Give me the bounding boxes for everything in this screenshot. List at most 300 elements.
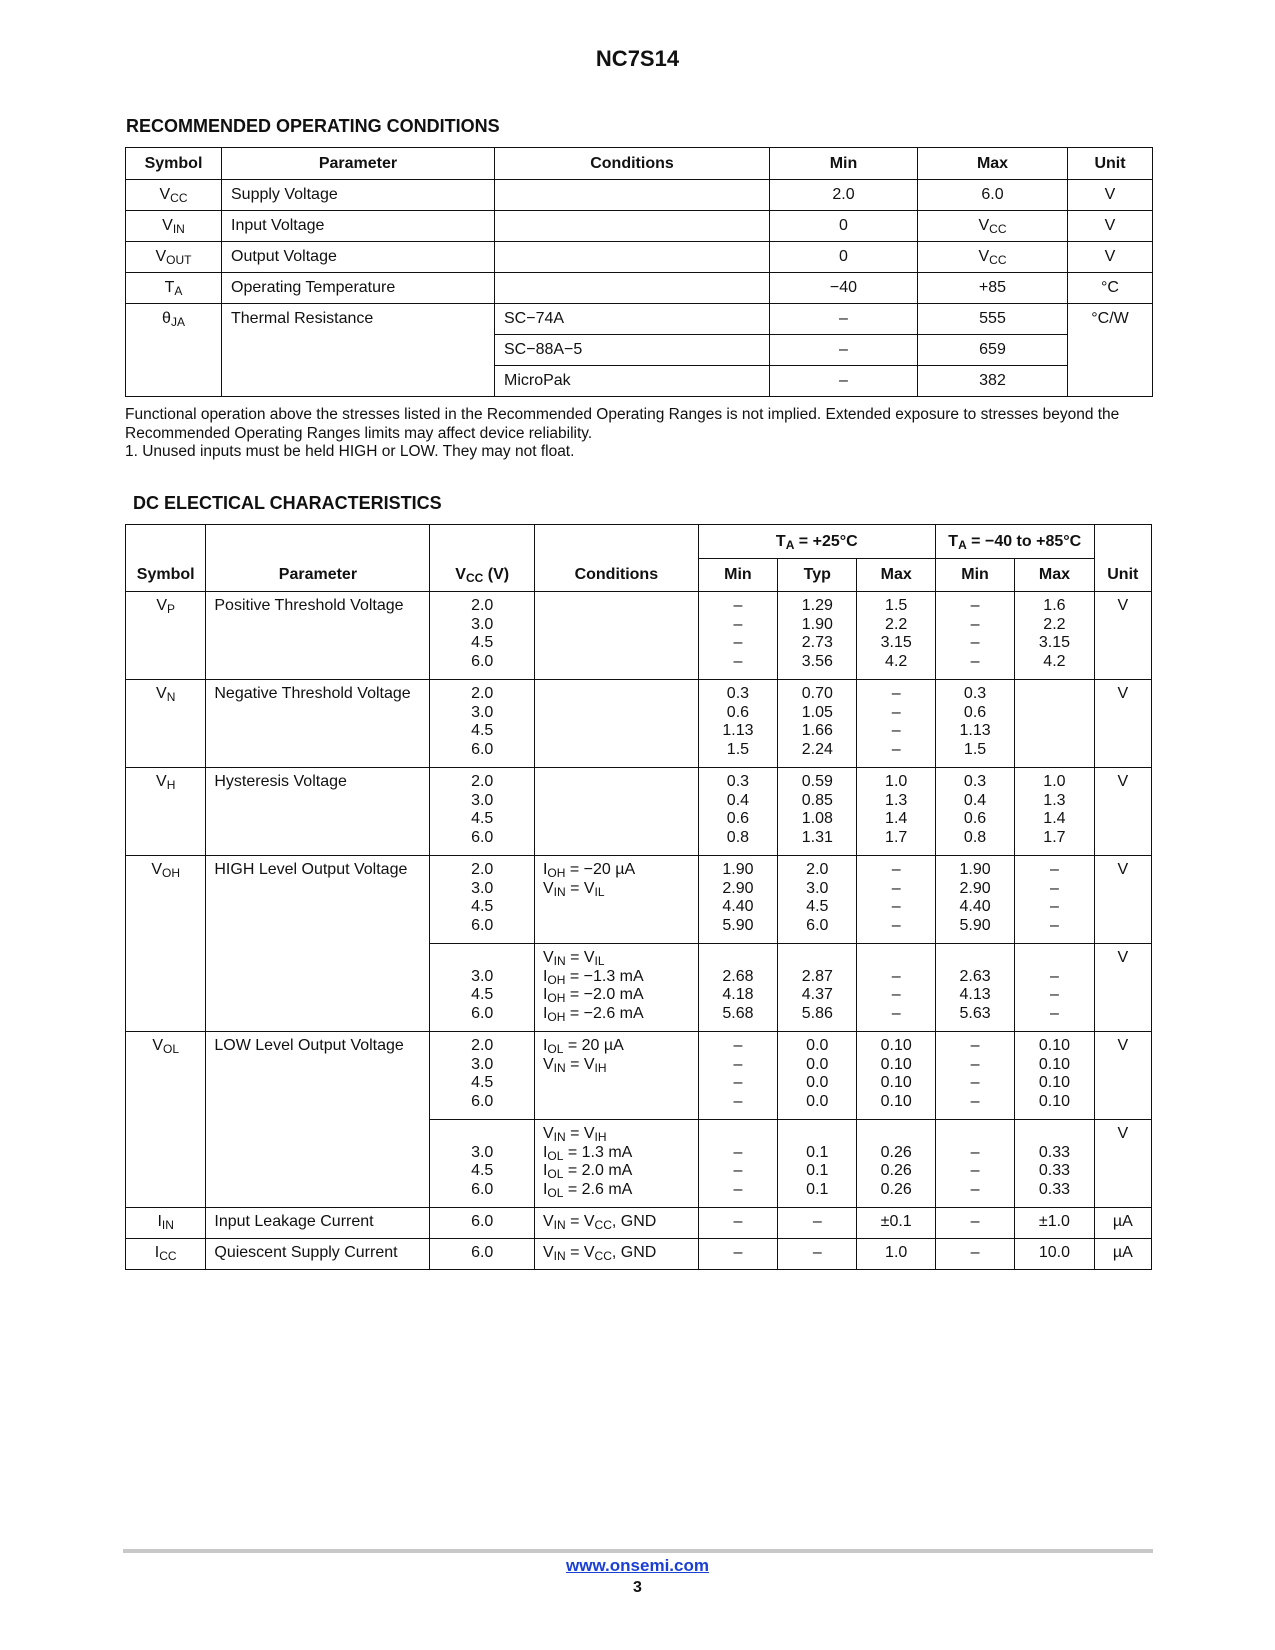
value-line: 4.5 bbox=[471, 1074, 494, 1091]
unit-cell: °C bbox=[1068, 273, 1153, 304]
typ-cell bbox=[778, 944, 857, 1032]
value-line: 4.40 bbox=[959, 898, 991, 915]
unit-cell: V bbox=[1094, 680, 1151, 768]
condition-line: $V_{IN} = V_{IL}$ bbox=[542, 879, 605, 899]
max2-cell bbox=[1015, 680, 1094, 768]
value-line: 0.3 bbox=[963, 685, 987, 702]
symbol-cell: $V_N$ bbox=[126, 680, 206, 768]
value-line: 2.68 bbox=[722, 967, 754, 985]
max2-cell bbox=[1015, 592, 1094, 680]
symbol-cell: $V_{OL}$ bbox=[126, 1032, 206, 1208]
spacer-line bbox=[857, 1125, 934, 1144]
conditions-cell: SC−74A bbox=[495, 304, 770, 335]
min-cell bbox=[698, 592, 777, 680]
value-line: 2.0 bbox=[471, 773, 494, 790]
value-line: 4.5 bbox=[471, 722, 494, 739]
table-row bbox=[126, 304, 1153, 335]
value-line: 0.26 bbox=[880, 1143, 912, 1161]
max-cell: 555 bbox=[918, 304, 1068, 335]
value-line: 5.90 bbox=[722, 916, 754, 934]
roc-col-header: Max bbox=[918, 148, 1068, 180]
unit-cell: °C/W bbox=[1068, 304, 1153, 397]
dc-col-ta25: $T_A = +25^\circ C$ bbox=[698, 525, 935, 559]
value-line: 1.3 bbox=[1043, 791, 1066, 809]
value-line: 1.0 bbox=[1043, 773, 1066, 790]
value-line: 1.13 bbox=[959, 722, 991, 739]
spacer-line bbox=[936, 949, 1014, 968]
value-line: 0.0 bbox=[806, 1037, 829, 1054]
max-cell bbox=[857, 592, 935, 680]
value-line: 0.10 bbox=[1038, 1055, 1070, 1073]
unit-cell: V bbox=[1068, 211, 1153, 242]
value-line: – bbox=[733, 1074, 743, 1091]
condition-line: $I_{OH} = -20$ µA bbox=[542, 861, 636, 880]
value-line: 2.73 bbox=[801, 634, 833, 651]
max2-cell bbox=[1015, 768, 1094, 856]
value-line: 0.10 bbox=[1038, 1037, 1070, 1054]
value-line: – bbox=[733, 1092, 743, 1110]
min-cell bbox=[698, 856, 777, 944]
value-line: – bbox=[891, 986, 901, 1003]
unit-cell: V bbox=[1094, 1120, 1151, 1208]
conditions-cell bbox=[534, 1120, 698, 1208]
value-line: 0.8 bbox=[963, 828, 987, 846]
parameter-cell: Positive Threshold Voltage bbox=[206, 592, 430, 680]
value-line: 0.3 bbox=[726, 773, 750, 790]
dc-col-vcc: $V_{CC}$ (V) bbox=[430, 525, 535, 592]
value-line: 6.0 bbox=[471, 740, 494, 758]
value-line: 2.0 bbox=[471, 685, 494, 702]
parameter-cell: Quiescent Supply Current bbox=[206, 1239, 430, 1270]
unit-cell: V bbox=[1068, 242, 1153, 273]
roc-col-header: Conditions bbox=[495, 148, 770, 180]
value-line: – bbox=[733, 634, 743, 651]
value-line: 0.3 bbox=[963, 773, 987, 790]
value-line: 2.90 bbox=[722, 879, 754, 897]
table-row bbox=[126, 856, 1152, 944]
value-line: 0.0 bbox=[806, 1092, 829, 1110]
min2-cell bbox=[935, 1032, 1014, 1120]
value-line: 1.13 bbox=[722, 722, 754, 739]
value-line: 2.90 bbox=[959, 879, 991, 897]
conditions-cell: MicroPak bbox=[495, 366, 770, 397]
value-line: – bbox=[733, 615, 743, 633]
parameter-cell: HIGH Level Output Voltage bbox=[206, 856, 430, 1032]
conditions-cell bbox=[534, 768, 698, 856]
value-line: 1.29 bbox=[801, 597, 833, 614]
value-line: – bbox=[1049, 967, 1059, 985]
typ-cell bbox=[778, 1120, 857, 1208]
spacer-line bbox=[699, 949, 777, 968]
value-line: 0.4 bbox=[963, 791, 987, 809]
max2-cell bbox=[1015, 1032, 1094, 1120]
condition-line: $V_{IN} = V_{IH}$ bbox=[542, 1125, 607, 1144]
dc-col-min: Min bbox=[698, 559, 777, 592]
min2-cell: – bbox=[935, 1208, 1014, 1239]
table-row bbox=[126, 1208, 1152, 1239]
table-row bbox=[126, 592, 1152, 680]
max-cell bbox=[857, 856, 935, 944]
max-cell: 1.0 bbox=[857, 1239, 935, 1270]
condition-line: $I_{OL} = 20$ µA bbox=[542, 1037, 624, 1056]
value-line: 0.10 bbox=[880, 1037, 912, 1054]
value-line: 5.68 bbox=[722, 1004, 754, 1022]
value-line: 2.87 bbox=[801, 967, 833, 985]
value-line: 0.26 bbox=[880, 1180, 912, 1198]
value-line: – bbox=[1049, 861, 1059, 878]
max-cell: ±0.1 bbox=[857, 1208, 935, 1239]
value-line: – bbox=[733, 652, 743, 670]
conditions-cell bbox=[534, 592, 698, 680]
vcc-cell bbox=[430, 592, 535, 680]
value-line: – bbox=[891, 879, 901, 897]
value-line: 0.33 bbox=[1038, 1143, 1070, 1161]
spacer-line bbox=[857, 949, 934, 968]
value-line: – bbox=[970, 1162, 980, 1179]
condition-line: $I_{OL} = 2.6$ mA bbox=[542, 1180, 633, 1200]
value-line: – bbox=[891, 740, 901, 758]
conditions-cell bbox=[495, 211, 770, 242]
value-line: – bbox=[891, 722, 901, 739]
condition-line: $I_{OH} = -2.6$ mA bbox=[542, 1004, 644, 1024]
value-line: – bbox=[733, 1180, 743, 1198]
value-line: – bbox=[891, 916, 901, 934]
conditions-cell bbox=[495, 273, 770, 304]
max-cell bbox=[857, 1120, 935, 1208]
max-cell bbox=[857, 944, 935, 1032]
symbol-cell: $V_{IN}$ bbox=[126, 211, 222, 242]
value-line: 1.31 bbox=[801, 828, 833, 846]
parameter-cell: Hysteresis Voltage bbox=[206, 768, 430, 856]
value-line: 4.5 bbox=[471, 810, 494, 827]
min-cell: – bbox=[698, 1239, 777, 1270]
conditions-cell bbox=[534, 944, 698, 1032]
symbol-cell: $T_A$ bbox=[126, 273, 222, 304]
value-line: 4.2 bbox=[885, 652, 908, 670]
spacer-line bbox=[699, 1125, 777, 1144]
dc-col-min2: Min bbox=[935, 559, 1014, 592]
dc-col-typ: Typ bbox=[778, 559, 857, 592]
unit-cell: µA bbox=[1094, 1239, 1151, 1270]
dc-col-ta-ext: $T_A = -40$ to +85°C bbox=[935, 525, 1094, 559]
min-cell bbox=[698, 680, 777, 768]
dc-table bbox=[125, 524, 1152, 1270]
value-line: 4.5 bbox=[471, 986, 494, 1003]
value-line: 1.90 bbox=[801, 615, 833, 633]
value-line: – bbox=[970, 1092, 980, 1110]
parameter-cell: Operating Temperature bbox=[222, 273, 495, 304]
max-cell bbox=[857, 680, 935, 768]
conditions-cell bbox=[534, 680, 698, 768]
value-line: 1.5 bbox=[726, 740, 750, 758]
symbol-cell: $V_H$ bbox=[126, 768, 206, 856]
footer-divider bbox=[123, 1549, 1153, 1553]
conditions-cell bbox=[534, 1032, 698, 1120]
min2-cell: – bbox=[935, 1239, 1014, 1270]
value-line: – bbox=[1049, 879, 1059, 897]
value-line: 3.56 bbox=[801, 652, 833, 670]
typ-cell bbox=[778, 856, 857, 944]
vcc-cell bbox=[430, 856, 535, 944]
vcc-cell: 6.0 bbox=[430, 1239, 535, 1270]
value-line: – bbox=[1049, 986, 1059, 1003]
value-line: 2.63 bbox=[959, 967, 991, 985]
value-line: 1.5 bbox=[885, 597, 908, 614]
value-line: – bbox=[970, 597, 980, 614]
page-number: 3 bbox=[633, 1579, 642, 1596]
max2-cell bbox=[1015, 944, 1094, 1032]
max2-cell: 10.0 bbox=[1015, 1239, 1094, 1270]
value-line: – bbox=[1049, 916, 1059, 934]
value-line: 4.40 bbox=[722, 898, 754, 915]
min2-cell bbox=[935, 1120, 1014, 1208]
parameter-cell: Output Voltage bbox=[222, 242, 495, 273]
typ-cell: – bbox=[778, 1239, 857, 1270]
value-line: 4.5 bbox=[471, 898, 494, 915]
unit-cell: µA bbox=[1094, 1208, 1151, 1239]
unit-cell: V bbox=[1094, 592, 1151, 680]
min-cell bbox=[698, 1120, 777, 1208]
min-cell: 0 bbox=[770, 242, 918, 273]
value-line: – bbox=[970, 1037, 980, 1054]
value-line: – bbox=[970, 634, 980, 651]
value-line: 4.5 bbox=[471, 1162, 494, 1179]
max2-cell: ±1.0 bbox=[1015, 1208, 1094, 1239]
value-line: 3.0 bbox=[471, 1143, 494, 1161]
roc-table bbox=[125, 147, 1153, 397]
value-line: 2.0 bbox=[471, 1037, 494, 1054]
typ-cell bbox=[778, 768, 857, 856]
typ-cell bbox=[778, 680, 857, 768]
dc-col-symbol: Symbol bbox=[126, 525, 206, 592]
value-line: – bbox=[891, 967, 901, 985]
conditions-cell: $V_{IN} = V_{CC}$, GND bbox=[534, 1208, 698, 1239]
value-line: – bbox=[970, 1180, 980, 1198]
value-line: 5.90 bbox=[959, 916, 991, 934]
symbol-cell: $V_{OH}$ bbox=[126, 856, 206, 1032]
value-line: 0.1 bbox=[806, 1143, 829, 1161]
value-line: 1.05 bbox=[801, 703, 833, 721]
parameter-cell: Negative Threshold Voltage bbox=[206, 680, 430, 768]
conditions-cell: $V_{IN} = V_{CC}$, GND bbox=[534, 1239, 698, 1270]
value-line: 0.10 bbox=[880, 1092, 912, 1110]
value-line: – bbox=[970, 1143, 980, 1161]
max2-cell bbox=[1015, 856, 1094, 944]
value-line: – bbox=[1049, 1004, 1059, 1022]
table-row bbox=[126, 242, 1153, 273]
dc-col-max: Max bbox=[857, 559, 935, 592]
value-line: 0.10 bbox=[1038, 1074, 1070, 1091]
roc-header-row bbox=[126, 148, 1153, 180]
conditions-cell bbox=[495, 180, 770, 211]
value-line: 1.08 bbox=[801, 810, 833, 827]
symbol-cell: $V_P$ bbox=[126, 592, 206, 680]
conditions-cell bbox=[495, 242, 770, 273]
value-line: 0.1 bbox=[806, 1180, 829, 1198]
max-cell: $V_{CC}$ bbox=[918, 211, 1068, 242]
value-line: – bbox=[970, 1074, 980, 1091]
value-line: 1.7 bbox=[885, 828, 908, 846]
min-cell: 2.0 bbox=[770, 180, 918, 211]
condition-line: $I_{OH} = -1.3$ mA bbox=[542, 967, 644, 987]
value-line: 0.59 bbox=[801, 773, 833, 790]
min-cell bbox=[698, 768, 777, 856]
value-line: 6.0 bbox=[471, 652, 494, 670]
page-title: NC7S14 bbox=[595, 46, 680, 71]
value-line: 4.13 bbox=[959, 986, 991, 1003]
value-line: – bbox=[970, 652, 980, 670]
roc-note-text: Functional operation above the stresses listed in the Recommended Operating Ranges is not implied. Extended exposure to stresses beyond the Recommended Operating Ranges limits may affect device reliability. bbox=[125, 406, 1120, 442]
value-line: 0.6 bbox=[726, 810, 750, 827]
conditions-cell: SC−88A−5 bbox=[495, 335, 770, 366]
symbol-cell: $I_{CC}$ bbox=[126, 1239, 206, 1270]
value-line: 0.3 bbox=[726, 685, 750, 702]
value-line: – bbox=[733, 597, 743, 614]
spacer-line bbox=[936, 1125, 1014, 1144]
value-line: 0.33 bbox=[1038, 1162, 1070, 1179]
typ-cell bbox=[778, 1032, 857, 1120]
typ-cell bbox=[778, 592, 857, 680]
value-line: 2.0 bbox=[471, 861, 494, 878]
min-cell bbox=[698, 944, 777, 1032]
value-line: 3.0 bbox=[471, 791, 494, 809]
value-line: – bbox=[970, 1055, 980, 1073]
min2-cell bbox=[935, 592, 1014, 680]
value-line: 2.2 bbox=[1043, 615, 1066, 633]
vcc-cell: 6.0 bbox=[430, 1208, 535, 1239]
min-cell: 0 bbox=[770, 211, 918, 242]
value-line: 3.15 bbox=[880, 634, 912, 651]
min2-cell bbox=[935, 768, 1014, 856]
dc-col-conditions: Conditions bbox=[534, 525, 698, 592]
value-line: 3.0 bbox=[471, 879, 494, 897]
value-line: 2.24 bbox=[801, 740, 833, 758]
condition-line: $V_{IN} = V_{IL}$ bbox=[542, 949, 605, 968]
dc-col-parameter: Parameter bbox=[206, 525, 430, 592]
vcc-cell bbox=[430, 680, 535, 768]
value-line: 1.0 bbox=[885, 773, 908, 790]
symbol-cell: $V_{OUT}$ bbox=[126, 242, 222, 273]
table-row bbox=[126, 1239, 1152, 1270]
dc-col-unit: Unit bbox=[1094, 525, 1151, 592]
value-line: 0.6 bbox=[963, 810, 987, 827]
condition-line: $I_{OL} = 2.0$ mA bbox=[542, 1162, 633, 1181]
value-line: – bbox=[970, 615, 980, 633]
roc-footnote: 1. Unused inputs must be held HIGH or LOW. They may not float. bbox=[125, 443, 575, 460]
value-line: 0.1 bbox=[806, 1162, 829, 1179]
value-line: 0.6 bbox=[726, 703, 750, 721]
spacer-line bbox=[778, 1125, 856, 1144]
max-cell bbox=[857, 768, 935, 856]
condition-line: $I_{OL} = 1.3$ mA bbox=[542, 1143, 633, 1163]
value-line: 0.8 bbox=[726, 828, 750, 846]
value-line: 4.5 bbox=[471, 634, 494, 651]
value-line: 6.0 bbox=[471, 1180, 494, 1198]
value-line: – bbox=[891, 1004, 901, 1022]
spacer-line bbox=[430, 1125, 534, 1144]
value-line: 2.0 bbox=[471, 597, 494, 614]
parameter-cell: Thermal Resistance bbox=[222, 304, 495, 397]
symbol-cell: $\theta_{JA}$ bbox=[126, 304, 222, 397]
value-line: 6.0 bbox=[806, 916, 829, 934]
min-cell: – bbox=[698, 1208, 777, 1239]
vcc-cell bbox=[430, 768, 535, 856]
value-line: – bbox=[891, 703, 901, 721]
value-line: – bbox=[891, 685, 901, 702]
value-line: 0.26 bbox=[880, 1162, 912, 1179]
value-line: 4.2 bbox=[1043, 652, 1066, 670]
value-line: 4.37 bbox=[801, 986, 833, 1003]
parameter-cell: Input Voltage bbox=[222, 211, 495, 242]
max2-cell bbox=[1015, 1120, 1094, 1208]
table-row bbox=[126, 180, 1153, 211]
condition-line: $I_{OH} = -2.0$ mA bbox=[542, 986, 644, 1005]
value-line: 5.86 bbox=[801, 1004, 833, 1022]
roc-col-header: Unit bbox=[1068, 148, 1153, 180]
value-line: 2.2 bbox=[885, 615, 908, 633]
value-line: 3.15 bbox=[1038, 634, 1070, 651]
min2-cell bbox=[935, 680, 1014, 768]
value-line: 0.33 bbox=[1038, 1180, 1070, 1198]
max-cell: 6.0 bbox=[918, 180, 1068, 211]
symbol-cell: $V_{CC}$ bbox=[126, 180, 222, 211]
value-line: – bbox=[891, 861, 901, 878]
value-line: 0.10 bbox=[880, 1074, 912, 1091]
value-line: 3.0 bbox=[471, 615, 494, 633]
typ-cell: – bbox=[778, 1208, 857, 1239]
value-line: – bbox=[733, 1162, 743, 1179]
value-line: 0.10 bbox=[880, 1055, 912, 1073]
value-line: 0.10 bbox=[1038, 1092, 1070, 1110]
value-line: 1.7 bbox=[1043, 828, 1066, 846]
value-line: 2.0 bbox=[806, 861, 829, 878]
value-line: 1.4 bbox=[1043, 810, 1066, 827]
footer-link[interactable]: www.onsemi.com bbox=[566, 1556, 709, 1575]
value-line: 5.63 bbox=[959, 1004, 991, 1022]
spacer-line bbox=[430, 949, 534, 968]
value-line: – bbox=[733, 1143, 743, 1161]
conditions-cell bbox=[534, 856, 698, 944]
value-line: 1.5 bbox=[963, 740, 987, 758]
table-row bbox=[126, 768, 1152, 856]
min-cell: – bbox=[770, 304, 918, 335]
vcc-cell bbox=[430, 1032, 535, 1120]
min-cell: −40 bbox=[770, 273, 918, 304]
unit-cell: V bbox=[1068, 180, 1153, 211]
symbol-cell: $I_{IN}$ bbox=[126, 1208, 206, 1239]
max-cell: 659 bbox=[918, 335, 1068, 366]
max-cell: +85 bbox=[918, 273, 1068, 304]
value-line: 1.3 bbox=[885, 791, 908, 809]
value-line: 0.0 bbox=[806, 1074, 829, 1091]
min2-cell bbox=[935, 944, 1014, 1032]
value-line: 1.6 bbox=[1043, 597, 1066, 614]
value-line: – bbox=[891, 898, 901, 915]
dc-col-max2: Max bbox=[1015, 559, 1094, 592]
min-cell: – bbox=[770, 335, 918, 366]
vcc-cell bbox=[430, 944, 535, 1032]
spacer-line bbox=[778, 949, 856, 968]
value-line: 3.0 bbox=[471, 967, 494, 985]
table-row bbox=[126, 211, 1153, 242]
parameter-cell: Supply Voltage bbox=[222, 180, 495, 211]
value-line: 4.5 bbox=[806, 898, 829, 915]
max-cell: 382 bbox=[918, 366, 1068, 397]
value-line: 3.0 bbox=[471, 703, 494, 721]
dc-header-row bbox=[126, 525, 1152, 559]
value-line: – bbox=[1049, 898, 1059, 915]
value-line: 1.66 bbox=[801, 722, 833, 739]
